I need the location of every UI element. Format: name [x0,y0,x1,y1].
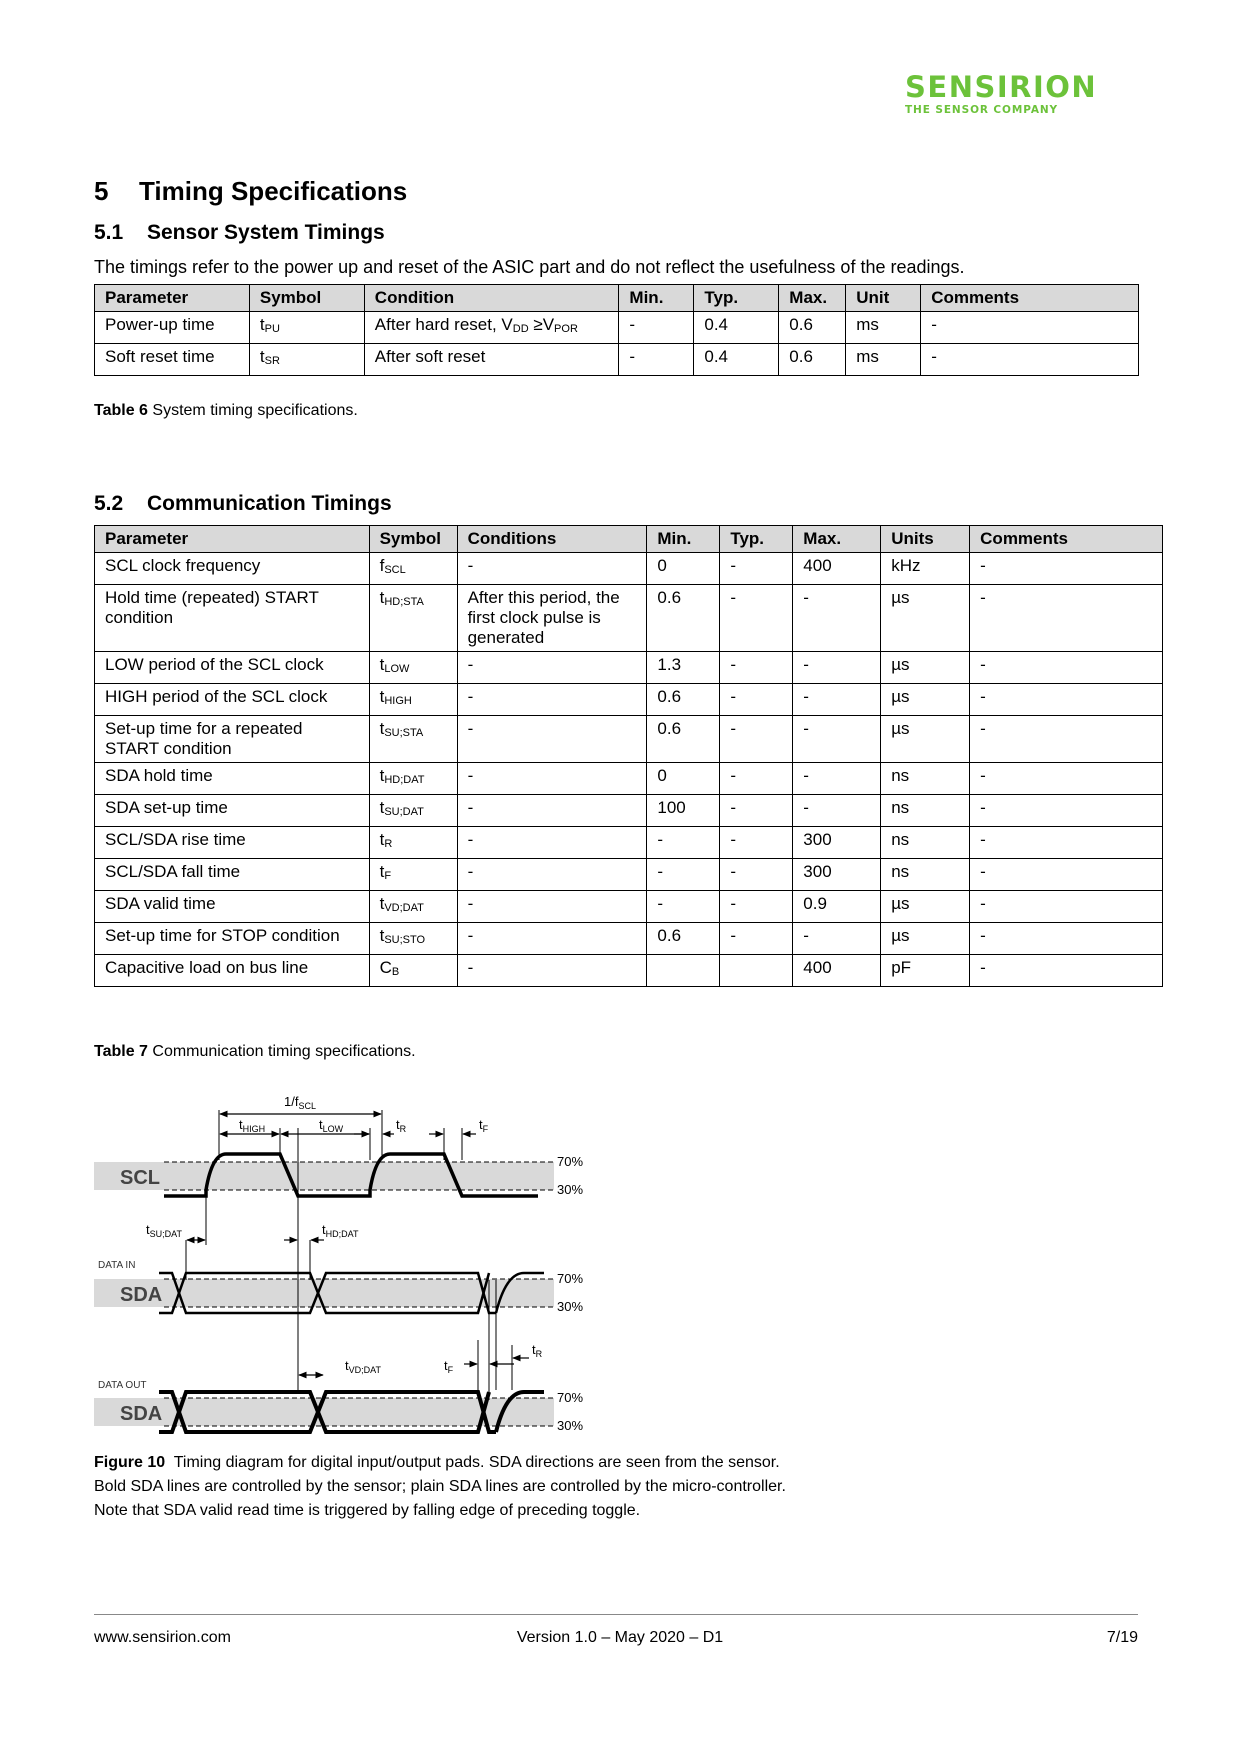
symbol-text: f [379,556,385,575]
table-row [95,859,1163,891]
symbol-cell [369,716,457,763]
tr-label: $t_R$ [396,1117,407,1134]
sda-out-30-label: 30% [557,1418,584,1433]
tsudat-label: $t_{SU;DAT}$ [146,1222,182,1239]
tf2-label: $t_F$ [444,1358,454,1375]
comments-cell: - [970,553,1163,585]
cond-text: ≥V [528,315,555,334]
unit-cell: pF [881,955,970,987]
unit-cell: kHz [881,553,970,585]
symbol-cell [249,344,364,376]
cond-sub: DD [512,323,529,335]
table-row [95,684,1163,716]
col-header: Max. [793,526,881,553]
col-header: Parameter [95,285,250,312]
unit-cell: ns [881,827,970,859]
condition-cell: - [457,763,647,795]
system-timing-table [94,284,1139,376]
max-cell: - [793,923,881,955]
max-cell: 400 [793,955,881,987]
comments-cell: - [970,684,1163,716]
table-row [95,827,1163,859]
max-cell: - [793,684,881,716]
symbol-cell [369,652,457,684]
comments-cell: - [970,585,1163,652]
unit-cell: µs [881,891,970,923]
symbol-sub: SU;STO [384,934,426,946]
typ-cell: - [720,923,793,955]
condition-cell: - [457,827,647,859]
typ-cell: - [720,763,793,795]
param-cell: Soft reset time [95,344,250,376]
unit-cell: µs [881,585,970,652]
symbol-cell [369,763,457,795]
unit-cell: ms [846,344,921,376]
unit-cell: µs [881,684,970,716]
col-header: Conditions [457,526,647,553]
section-number: 5 [94,176,109,206]
figure-caption-line: Bold SDA lines are controlled by the sensor; plain SDA lines are controlled by the micro-controller. [94,1478,786,1495]
min-cell: 0.6 [647,585,720,652]
symbol-text: t [379,588,385,607]
typ-cell: 0.4 [694,344,779,376]
table7-caption [94,1043,416,1061]
period-label: $1/f_{SCL}$ [284,1094,316,1111]
symbol-text: t [379,894,385,913]
unit-cell: µs [881,716,970,763]
scl-30-label: 30% [557,1182,584,1197]
symbol-cell [369,891,457,923]
caption-label: Table 7 [94,1043,148,1060]
table-row [95,585,1163,652]
sda-in-70-label: 70% [557,1271,584,1286]
comments-cell: - [970,891,1163,923]
min-cell: 0 [647,763,720,795]
param-cell: HIGH period of the SCL clock [95,684,370,716]
symbol-sub: SCL [384,564,406,576]
intro-paragraph: The timings refer to the power up and reset of the ASIC part and do not reflect the usefulness of the readings. [94,257,965,277]
table-row [95,923,1163,955]
comments-cell: - [970,955,1163,987]
max-cell: 300 [793,859,881,891]
param-cell: LOW period of the SCL clock [95,652,370,684]
cond-text: After hard reset, V [374,315,513,334]
logo-name: SENSIRION [905,70,1098,104]
condition-cell: - [457,716,647,763]
timing-diagram [94,1090,614,1440]
condition-cell: - [457,955,647,987]
condition-cell: - [457,795,647,827]
condition-cell: After soft reset [364,344,619,376]
min-cell: - [619,312,694,344]
col-header: Min. [619,285,694,312]
typ-cell: - [720,859,793,891]
caption-text: Timing diagram for digital input/output pads. SDA directions are seen from the sensor. [165,1454,780,1471]
unit-cell: ns [881,859,970,891]
symbol-sub: SU;STA [384,727,424,739]
col-header: Units [881,526,970,553]
unit-cell: µs [881,923,970,955]
max-cell: - [793,652,881,684]
sda-out-70-label: 70% [557,1390,584,1405]
param-cell: SDA valid time [95,891,370,923]
sda-in-30-label: 30% [557,1299,584,1314]
table-row [95,955,1163,987]
condition-cell: - [457,891,647,923]
figure-caption [94,1451,874,1523]
cond-sub: POR [554,323,578,335]
col-header: Min. [647,526,720,553]
symbol-cell [369,923,457,955]
param-cell: SCL/SDA fall time [95,859,370,891]
table-row [95,716,1163,763]
symbol-sub: LOW [384,663,410,675]
table-row [95,891,1163,923]
table-row [95,312,1139,344]
symbol-cell [369,585,457,652]
tr2-label: $t_R$ [532,1342,543,1359]
figure-caption-line [94,1451,874,1475]
sda-in-label: SDA [120,1284,163,1306]
col-header: Comments [921,285,1139,312]
symbol-text: t [379,926,385,945]
typ-cell: - [720,716,793,763]
table-header-row [95,285,1139,312]
typ-cell [720,955,793,987]
col-header: Symbol [249,285,364,312]
scl-label: SCL [120,1167,160,1189]
max-cell: 400 [793,553,881,585]
typ-cell: 0.4 [694,312,779,344]
max-cell: - [793,716,881,763]
caption-label: Figure 10 [94,1454,166,1471]
symbol-text: t [259,315,265,334]
symbol-text: t [379,687,385,706]
table-row [95,763,1163,795]
typ-cell: - [720,891,793,923]
max-cell: - [793,763,881,795]
comments-cell: - [970,652,1163,684]
min-cell: - [647,859,720,891]
symbol-text: t [379,830,385,849]
min-cell: 0.6 [647,716,720,763]
typ-cell: - [720,585,793,652]
footer-website[interactable]: www.sensirion.com [94,1629,231,1646]
symbol-cell [249,312,364,344]
unit-cell: ms [846,312,921,344]
scl-threshold-band [94,1162,554,1190]
table-row [95,795,1163,827]
min-cell: 1.3 [647,652,720,684]
symbol-cell [369,827,457,859]
section-title-text: Timing Specifications [139,176,408,206]
symbol-sub: HD;DAT [384,774,425,786]
typ-cell: - [720,553,793,585]
typ-cell: - [720,795,793,827]
typ-cell: - [720,652,793,684]
table-header-row [95,526,1163,553]
symbol-cell [369,684,457,716]
param-cell: Capacitive load on bus line [95,955,370,987]
subsection-title-system [94,221,385,245]
col-header: Comments [970,526,1163,553]
tlow-label: $t_{LOW}$ [319,1117,344,1134]
symbol-cell [369,859,457,891]
max-cell: 0.6 [779,344,846,376]
symbol-text: t [379,798,385,817]
subsection-title-text: Sensor System Timings [147,221,385,244]
symbol-sub: SU;DAT [384,806,424,818]
symbol-sub: F [384,870,392,882]
max-cell: - [793,585,881,652]
caption-text: System timing specifications. [147,402,358,419]
comments-cell: - [921,312,1139,344]
caption-label: Table 6 [94,402,148,419]
typ-cell: - [720,827,793,859]
comments-cell: - [970,716,1163,763]
table-row [95,553,1163,585]
col-header: Symbol [369,526,457,553]
symbol-sub: R [384,838,393,850]
col-header: Typ. [694,285,779,312]
footer-divider [94,1614,1138,1615]
comments-cell: - [970,795,1163,827]
symbol-text: t [379,655,385,674]
unit-cell: ns [881,795,970,827]
footer-page-number: 7/19 [1106,1629,1138,1646]
col-header: Parameter [95,526,370,553]
symbol-text: C [379,958,392,977]
table6-caption [94,402,358,420]
col-header: Max. [779,285,846,312]
subsection-number: 5.1 [94,221,124,244]
condition-cell: - [457,684,647,716]
scl-70-label: 70% [557,1154,584,1169]
communication-timing-table [94,525,1163,987]
param-cell: SCL/SDA rise time [95,827,370,859]
max-cell: 300 [793,827,881,859]
comments-cell: - [970,827,1163,859]
section-title [94,176,407,207]
max-cell: 0.9 [793,891,881,923]
symbol-cell [369,795,457,827]
param-cell: SCL clock frequency [95,553,370,585]
data-out-label: DATA OUT [98,1380,147,1391]
param-cell: SDA set-up time [95,795,370,827]
symbol-cell [369,553,457,585]
condition-cell [364,312,619,344]
caption-text: Communication timing specifications. [147,1043,416,1060]
symbol-text: t [379,719,385,738]
thigh-label: $t_{HIGH}$ [239,1117,266,1134]
max-cell: - [793,795,881,827]
condition-cell: - [457,553,647,585]
tvddat-label: $t_{VD;DAT}$ [345,1358,381,1375]
col-header: Unit [846,285,921,312]
comments-cell: - [921,344,1139,376]
symbol-sub: VD;DAT [384,902,424,914]
min-cell: 100 [647,795,720,827]
comments-cell: - [970,763,1163,795]
table-row [95,652,1163,684]
condition-cell: - [457,923,647,955]
condition-cell: - [457,652,647,684]
sensirion-logo [905,72,1145,116]
col-header: Condition [364,285,619,312]
min-cell: - [647,891,720,923]
unit-cell: ns [881,763,970,795]
min-cell: - [619,344,694,376]
symbol-sub: B [391,966,400,978]
subsection-title-communication [94,492,392,516]
min-cell: 0.6 [647,923,720,955]
subsection-number: 5.2 [94,492,124,515]
typ-cell: - [720,684,793,716]
table-row [95,344,1139,376]
thddat-label: $t_{HD;DAT}$ [322,1222,359,1239]
figure-caption-line: Note that SDA valid read time is triggered by falling edge of preceding toggle. [94,1502,641,1519]
data-in-label: DATA IN [98,1260,136,1271]
comments-cell: - [970,923,1163,955]
symbol-sub: HIGH [384,695,412,707]
unit-cell: µs [881,652,970,684]
col-header: Typ. [720,526,793,553]
max-cell: 0.6 [779,312,846,344]
logo-tagline: THE SENSOR COMPANY [905,104,1059,116]
param-cell: SDA hold time [95,763,370,795]
symbol-sub: HD;STA [384,596,424,608]
param-cell: Power-up time [95,312,250,344]
footer-version: Version 1.0 – May 2020 – D1 [516,1629,724,1646]
min-cell [647,955,720,987]
min-cell: 0.6 [647,684,720,716]
symbol-cell [369,955,457,987]
condition-cell: - [457,859,647,891]
comments-cell: - [970,859,1163,891]
symbol-text: t [379,766,385,785]
tf-label: $t_F$ [479,1117,489,1134]
min-cell: 0 [647,553,720,585]
sda-out-label: SDA [120,1403,163,1425]
subsection-title-text: Communication Timings [147,492,392,515]
symbol-sub: SR [264,355,280,367]
condition-cell: After this period, the first clock pulse is generated [457,585,647,652]
symbol-sub: PU [264,323,280,335]
param-cell: Hold time (repeated) START condition [95,585,370,652]
symbol-text: t [379,862,385,881]
param-cell: Set-up time for STOP condition [95,923,370,955]
symbol-text: t [259,347,265,366]
min-cell: - [647,827,720,859]
param-cell: Set-up time for a repeated START condition [95,716,370,763]
